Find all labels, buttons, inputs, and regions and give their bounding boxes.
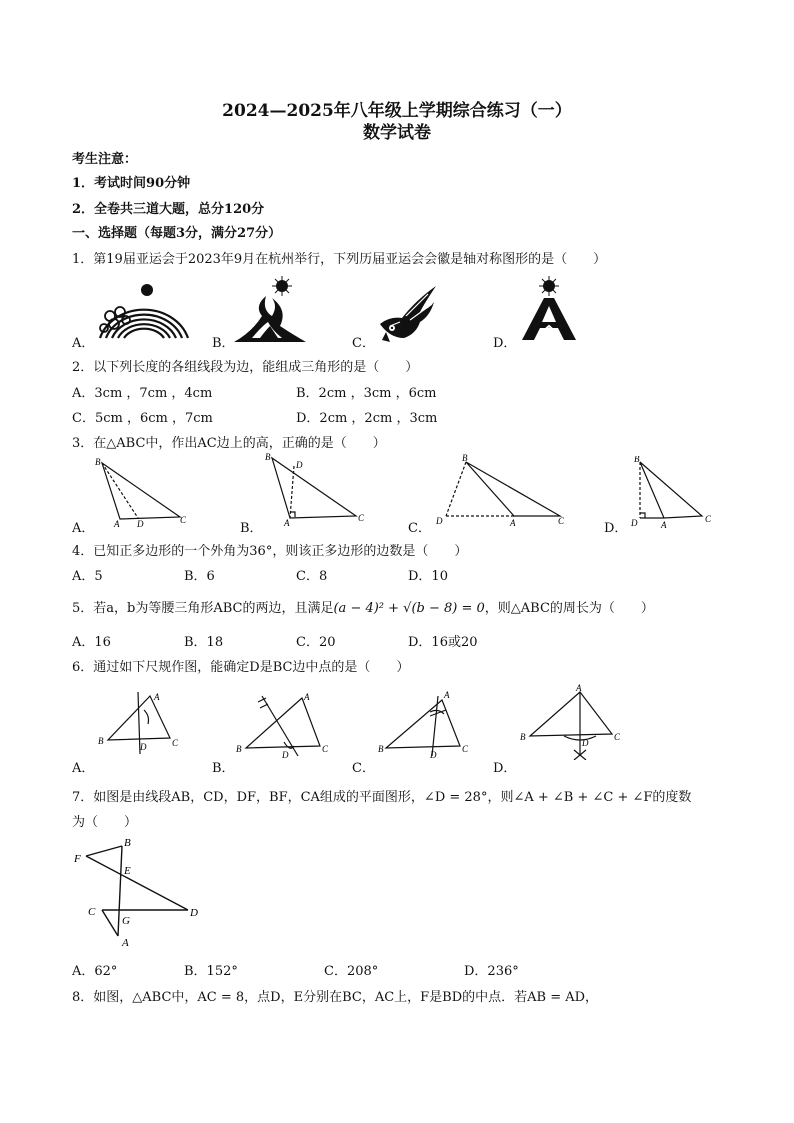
q3a-label-c: C xyxy=(180,515,187,525)
q5-option-b[interactable]: B．18 xyxy=(184,635,224,650)
q7-option-c[interactable]: C．208° xyxy=(324,964,379,979)
q6-option-d[interactable]: D． xyxy=(493,761,517,776)
q2-option-b[interactable]: B．2cm ，3cm ，6cm xyxy=(296,386,437,401)
notice-item-1: 1．考试时间90分钟 xyxy=(72,176,191,191)
q1-option-a[interactable]: A． xyxy=(72,336,95,351)
q4-option-d[interactable]: D．10 xyxy=(408,569,448,584)
q7-option-b[interactable]: B．152° xyxy=(184,964,238,979)
q7-stem-line2: 为（ ） xyxy=(72,815,138,830)
q3-figure-d xyxy=(628,456,718,528)
q5-option-d[interactable]: D．16或20 xyxy=(408,635,478,650)
q8-stem: 8．如图，△ABC中，AC = 8，点D，E分别在BC，AC上，F是BD的中点．若AB = AD， xyxy=(72,990,599,1005)
q7-label-b: B xyxy=(124,837,131,849)
exam-subtitle: 数学试卷 xyxy=(363,123,431,143)
q3d-label-d: D xyxy=(631,518,638,528)
q3c-label-c: C xyxy=(558,516,565,526)
q6-option-c[interactable]: C． xyxy=(352,761,375,776)
q3-option-b[interactable]: B． xyxy=(240,521,263,536)
q7-label-d: D xyxy=(190,907,198,919)
q3-figure-a xyxy=(92,455,192,527)
q4-stem: 4．已知正多边形的一个外角为36°，则该正多边形的边数是（ ） xyxy=(72,544,468,559)
q7-figure xyxy=(72,832,212,952)
q4-option-a[interactable]: A．5 xyxy=(72,569,103,584)
q5-option-c[interactable]: C．20 xyxy=(296,635,336,650)
q3-option-c[interactable]: C． xyxy=(408,521,431,536)
q5-option-a[interactable]: A．16 xyxy=(72,635,111,650)
q2-stem: 2．以下列长度的各组线段为边，能组成三角形的是（ ） xyxy=(72,360,419,375)
section-heading: 一、选择题（每题3分，满分27分） xyxy=(72,226,282,241)
q7-label-a: A xyxy=(122,937,129,949)
q6-option-b[interactable]: B． xyxy=(212,761,235,776)
q4-option-c[interactable]: C．8 xyxy=(296,569,328,584)
q6c-label-c: C xyxy=(462,744,469,754)
q5-stem-after: ，则△ABC的周长为（ ） xyxy=(484,601,654,616)
q6a-label-c: C xyxy=(172,738,179,748)
q6c-label-a: A xyxy=(444,690,450,700)
q2-option-c[interactable]: C．5cm ，6cm ，7cm xyxy=(72,411,213,426)
q3-option-d[interactable]: D． xyxy=(604,521,628,536)
q7-option-d[interactable]: D．236° xyxy=(464,964,519,979)
q6a-label-a: A xyxy=(154,692,160,702)
q7-label-c: C xyxy=(88,906,96,918)
q3d-label-b: B xyxy=(634,456,640,464)
q7-label-g: G xyxy=(122,915,130,927)
q6-figure-b xyxy=(232,690,336,760)
emblem-b-image xyxy=(232,276,308,344)
q1-option-c[interactable]: C． xyxy=(352,336,375,351)
q3a-label-b: B xyxy=(95,457,101,467)
q6d-label-a: A xyxy=(576,684,582,693)
q7-label-e: E xyxy=(124,865,131,877)
q6b-label-a: A xyxy=(304,692,310,702)
q3b-label-d: D xyxy=(296,460,303,470)
q1-option-b[interactable]: B． xyxy=(212,336,235,351)
emblem-c-image xyxy=(376,282,440,344)
q6a-label-d: D xyxy=(140,742,147,752)
q6d-label-b: B xyxy=(520,732,526,742)
q3-stem: 3．在△ABC中，作出AC边上的高，正确的是（ ） xyxy=(72,436,386,451)
q6c-label-b: B xyxy=(378,744,384,754)
q7-option-a[interactable]: A．62° xyxy=(72,964,118,979)
q1-stem: 1．第19届亚运会于2023年9月在杭州举行，下列历届亚运会会徽是轴对称图形的是（ ） xyxy=(72,252,607,267)
emblem-a-image xyxy=(92,276,192,344)
q6-option-a[interactable]: A． xyxy=(72,761,95,776)
q6a-label-b: B xyxy=(98,736,104,746)
q3d-label-a: A xyxy=(661,520,667,528)
q7-stem-line1: 7．如图是由线段AB，CD，DF，BF，CA组成的平面图形，∠D = 28°，则∠A + ∠B + ∠C + ∠F的度数 xyxy=(72,790,692,805)
q3b-label-a: A xyxy=(284,518,290,528)
q3b-label-b: B xyxy=(265,452,271,462)
q3a-label-d: D xyxy=(137,519,144,527)
q3-figure-c xyxy=(432,452,572,528)
q6d-label-c: C xyxy=(614,732,621,742)
q6-figure-a xyxy=(92,688,188,758)
notice-item-2: 2．全卷共三道大题，总分120分 xyxy=(72,202,265,217)
q7-label-f: F xyxy=(74,853,81,865)
q5-math: (a − 4)² + √(b − 8) = 0 xyxy=(333,601,485,616)
q3a-label-a: A xyxy=(114,519,120,527)
q3c-label-d: D xyxy=(436,516,443,526)
q1-option-d[interactable]: D． xyxy=(493,336,517,351)
q6b-label-b: B xyxy=(236,744,242,754)
q3c-label-a: A xyxy=(510,518,516,528)
q3-option-a[interactable]: A． xyxy=(72,521,95,536)
q3-figure-b xyxy=(262,450,372,528)
q5-stem xyxy=(72,597,654,616)
q6d-label-d: D xyxy=(582,738,589,748)
exam-title: 2024—2025年八年级上学期综合练习（一） xyxy=(222,101,572,121)
notice-heading: 考生注意： xyxy=(72,152,138,167)
q6b-label-c: C xyxy=(322,744,329,754)
q3c-label-b: B xyxy=(462,453,468,463)
q5-stem-before: 5．若a，b为等腰三角形ABC的两边，且满足 xyxy=(72,601,334,616)
q2-option-d[interactable]: D．2cm ，2cm ，3cm xyxy=(296,411,438,426)
q6b-label-d: D xyxy=(282,750,289,760)
q6-figure-c xyxy=(374,690,478,760)
emblem-d-image xyxy=(518,276,580,344)
q3d-label-c: C xyxy=(705,514,712,524)
q6c-label-d: D xyxy=(430,750,437,760)
q3b-label-c: C xyxy=(358,513,365,523)
q6-stem: 6．通过如下尺规作图，能确定D是BC边中点的是（ ） xyxy=(72,660,410,675)
q4-option-b[interactable]: B．6 xyxy=(184,569,215,584)
q6-figure-d xyxy=(516,684,626,760)
q2-option-a[interactable]: A．3cm ，7cm ，4cm xyxy=(72,386,213,401)
